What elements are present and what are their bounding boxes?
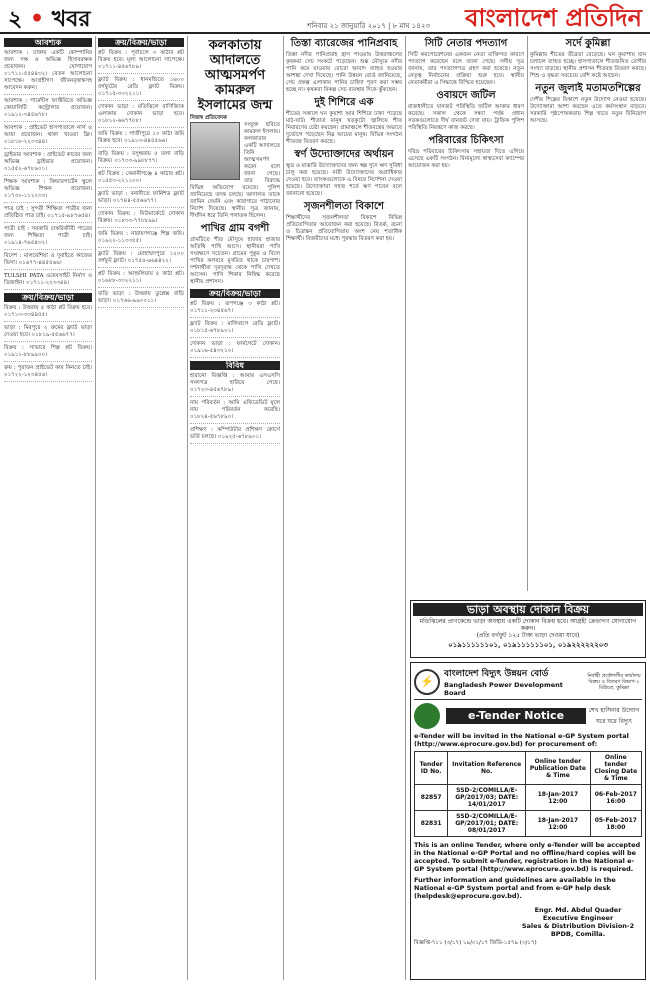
section-heading: ক্রয়/বিক্রয়/ভাড়া: [98, 38, 184, 47]
signature-block: [514, 906, 642, 938]
ad-title: ভাড়া অবস্থায় দোকান বিক্রয়: [413, 603, 643, 616]
headline: পরিবারের চিকিৎসা: [428, 135, 504, 146]
masthead-logo: বাংলাদেশ প্রতিদিন: [465, 3, 642, 32]
classified-list: [4, 50, 92, 290]
ad-note: (প্রতি বর্গফুট ১২৫ টাকা ভাড়া দেওয়া যাবে): [476, 632, 580, 639]
classified-ad: দোকান বিক্রয় : নিউমার্কেটে দোকান বিক্রয়। ০১৮৩৩-৭৭৮৮৯৯।: [98, 211, 184, 228]
classified-ad: পাত্র চাই : সুন্দরী শিক্ষিতা পাত্রীর জন্য প্রতিষ্ঠিত পাত্র চাই। ০১৭১৫-৯৮৭৬৫৪।: [4, 206, 92, 223]
signatory-place: BPDB, Comilla.: [550, 930, 606, 938]
classified-ad: জমি বিক্রয় : গাজীপুরে ১০ কাঠা জমি বিক্রয় হবে। ০১৯১৩-৪৪৫৫৬৬।: [98, 131, 184, 148]
classified-ad: ক্রয় : পুরাতন প্রাইভেট কার কিনতে চাই। ০১৭২২-১২৩৪৫৬।: [4, 365, 92, 382]
news-column-4: [286, 36, 402, 980]
column-rule: [187, 36, 188, 980]
classified-list: [190, 373, 280, 444]
column-rule: [527, 36, 528, 591]
classified-ad: প্লট বিক্রয় : কেরানীগঞ্জে ৪ কাঠার প্লট। ০১৫৫৩-২২১১০০।: [98, 171, 184, 188]
column-rule: [283, 36, 284, 980]
section-heading: ক্রয়/বিক্রয়/ভাড়া: [190, 289, 280, 298]
classified-ad: হারানো বিজ্ঞপ্তি : আমার এসএসসি সনদপত্র হারিয়ে গেছে। ০১৭২৩-৪৫৬৭৮৯।: [190, 373, 280, 397]
classified-column-1: [4, 36, 92, 980]
classified-ad: আবশ্যক : ঢাকায় একটি কোম্পানির জন্য দক্ষ ও অভিজ্ঞ হিসাবরক্ষক প্রয়োজন। যোগাযোগ ০১৭১১-৫৫৪৪৩২। বেতন আলোচনা সাপেক্ষে। আগ্রহীগণ জীবনবৃত্তান্তসহ আবেদন করুন।: [4, 50, 92, 95]
tender-id: 82831: [415, 811, 448, 837]
classified-ad: বাড়ি ভাড়া : উত্তরায় ডুপ্লেক্স বাড়ি ভাড়া। ০১৭৬৬-৯৯০০১১।: [98, 291, 184, 308]
tender-notice: [410, 662, 646, 980]
classified-ad: প্লট বিক্রয় : আশুলিয়ায় ৫ কাঠা প্লট। ০১৬৮৮-৩৩২২১১।: [98, 271, 184, 288]
classified-ad: বিক্রয় : উত্তরায় ৫ কাঠা প্লট বিক্রয় হবে। ০১৭১৩-৩৩৪৪৫৫।: [4, 305, 92, 322]
news-column-6: [530, 36, 646, 591]
article-body: রাজধানীতে যানজট পরিস্থিতি জটিল আকার ধারণ করেছে। সকাল থেকে সন্ধ্যা পর্যন্ত প্রধান সড়কগুলোতে দীর্ঘ যানজট দেখা যায়। ট্রাফিক পুলিশ পরিস্থিতি নিয়ন্ত্রণে কাজ করছে।: [408, 104, 524, 131]
closing-date: 05-Feb-2017 18:00: [590, 811, 641, 837]
portrait-photo: [190, 122, 240, 180]
tender-id: 82857: [415, 785, 448, 811]
article-body: শিক্ষার্থীদের সৃজনশীলতা বিকাশে বিভিন্ন প্রতিযোগিতার আয়োজন করা হয়েছে। বিতর্ক, রচনা ও চিত্রাঙ্কন প্রতিযোগিতায় অংশ নেয় শতাধিক শিক্ষার্থী। বিজয়ীদের মধ্যে পুরস্কার বিতরণ করা হয়।: [286, 215, 402, 242]
section-heading: ক্রয়/বিক্রয়/ভাড়া: [4, 293, 92, 302]
classified-list: [98, 50, 184, 308]
notice-row: [414, 703, 642, 729]
classified-ad: শিক্ষক আবশ্যক : কিন্ডারগার্টেন স্কুলে অভিজ্ঞ শিক্ষক প্রয়োজন। ০১৭৩০-১১২২৩৩।: [4, 179, 92, 203]
tender-footer: Further information and guidelines are available in the National e-GP System portal and from e-GP help desk (helpdesk@eprocure.gov.bd).: [414, 876, 616, 900]
reference-no: SSD-2/COMILLA/E-GP/2017/01; DATE: 08/01/2017: [448, 811, 526, 837]
classified-ad: প্লট বিক্রয় : রূপগঞ্জে ৩ কাঠা প্লট। ০১৭১১-২৩৪৫৬৭।: [190, 301, 280, 318]
table-header: Online tender Closing Date & Time: [590, 752, 641, 785]
tender-table: [414, 751, 642, 837]
classified-ad: দোকান ভাড়া : মতিঝিলে বাণিজ্যিক এলাকায় দোকান ভাড়া হবে। ০১৮১২-৬৬৭৭৮৮।: [98, 104, 184, 128]
org-name-bn: বাংলাদেশ বিদ্যুৎ উন্নয়ন বোর্ড: [444, 669, 549, 679]
signatory-name: Engr. Md. Abdul Quader: [534, 906, 622, 914]
bpdb-logo-icon: ⚡: [414, 669, 440, 695]
org-names: [444, 666, 586, 697]
headline: সৃজনশীলতা বিকাশে: [304, 201, 384, 212]
classified-ad: প্লট বিক্রয় : পূর্বাচলে ৩ কাঠার প্লট বিক্রয় হবে। মূল্য আলোচনা সাপেক্ষে। ০১৭১১-৪৫৬৭৮৯।: [98, 50, 184, 74]
byline: নিজস্ব প্রতিবেদক: [190, 115, 227, 121]
table-header: Invitation Reference No.: [448, 752, 526, 785]
classified-ad: আবশ্যক : গার্মেন্টস ফ্যাক্টরিতে অভিজ্ঞ কোয়ালিটি কন্ট্রোলার প্রয়োজন। ০১৯১২-৩৪৫৬৭৮।: [4, 98, 92, 122]
classified-ad: নাম পরিবর্তন : আমি এফিডেভিট মূলে নাম পরিবর্তন করেছি। ০১৮২৪-৫৬৭৮৯০।: [190, 400, 280, 424]
classified-list: [190, 301, 280, 358]
classified-ad: আবশ্যক : প্রাইভেট হাসপাতালে নার্স ও আয়া প্রয়োজন। থাকা খাওয়া ফ্রি। ০১৮১৮-২২৩৩৪৪।: [4, 125, 92, 149]
table-row: [415, 785, 642, 811]
table-header-row: [415, 752, 642, 785]
slogan: শেখ হাসিনার উদ্যোগ ঘরে ঘরে বিদ্যুৎ: [588, 707, 640, 725]
news-column-3: [190, 36, 280, 980]
tender-intro: e-Tender will be invited in the National e-GP System portal (http://www.eprocure.gov.bd) for procurement of:: [414, 732, 629, 748]
tender-footer: This is an online Tender, where only e-Tender will be accepted in the National e-GP Portal and no offline/hard copies will be accepted. To submit e-Tender, registration in the National e-GP System portal (http://www.eprocure.gov.bd) is required.: [414, 841, 641, 873]
article-body: দরিদ্র পরিবারের চিকিৎসায় সহায়তা দিতে এগিয়ে এসেছে একটি সংগঠন। বিনামূল্যে স্বাস্থ্যসেবা ক্যাম্পের আয়োজন করা হয়।: [408, 149, 524, 169]
ad-phones: ০১৯১১১১১১০১, ০১৯১১১১১১০১, ০১৯২২২২২২০৩: [448, 640, 608, 649]
headline: তিস্তা ব্যারেজের পানিপ্রবাহ: [290, 38, 398, 49]
classified-ad: বিক্রয় : সাভারে শিল্প প্লট বিক্রয়। ০১৯১১-৮৮৯৯০০।: [4, 345, 92, 362]
dot-separator: •: [29, 6, 45, 32]
article-body: ক্ষুদ্র ও মাঝারি উদ্যোক্তাদের জন্য স্বল্প সুদে ঋণ সুবিধা চালু করা হয়েছে। নারী উদ্যোক্তাদের অগ্রাধিকার দেওয়া হবে। ব্যাংকগুলোকে এ বিষয়ে নির্দেশনা দেওয়া হয়েছে। উদ্যোক্তারা সহজ শর্তে ঋণ পাবেন বলে জানানো হয়েছে।: [286, 163, 402, 197]
notice-title: e-Tender Notice: [446, 708, 586, 724]
section-name: খবর: [51, 6, 91, 32]
classified-ad: জমি বিক্রয় : নারায়ণগঞ্জে শিল্প জমি। ০১৯২২-১১৩৩৫৫।: [98, 231, 184, 248]
headline: সর্দে কুমিল্লা: [565, 38, 611, 49]
section-heading: আবশ্যক: [4, 38, 92, 47]
classified-column-2: [98, 36, 184, 980]
office-name: নির্বাহী প্রকৌশলীর কার্যালয় বিক্রয় ও বিতরণ বিভাগ-২ বিউবো, কুমিল্লা: [587, 672, 641, 691]
signatory-title: Executive Engineer: [542, 914, 614, 922]
headline: নতুন জুলাই মতামতশিল্পের: [535, 83, 641, 94]
classified-ad: দোকান ভাড়া : ফার্মগেটে দোকান। ০১৯১৬-৫৪৩২১০।: [190, 341, 280, 358]
column-rule: [405, 36, 406, 980]
closing-date: 06-Feb-2017 16:00: [590, 785, 641, 811]
article-body: কুমিল্লায় শীতের তীব্রতা বেড়েছে। ঘন কুয়াশায় যান চলাচল ব্যাহত হচ্ছে। হাসপাতালে শীতজনিত রোগীর সংখ্যা বাড়ছে। স্থানীয় প্রশাসন শীতবস্ত্র বিতরণ করছে। শিশু ও বৃদ্ধরা সবচেয়ে বেশি কষ্টে আছেন।: [530, 52, 646, 79]
article-body: দেশীয় শিল্পের বিকাশে নতুন উদ্যোগ নেওয়া হয়েছে। উদ্যোক্তারা আশা করছেন এতে কর্মসংস্থান বাড়বে। সরকারি পৃষ্ঠপোষকতায় শিল্প খাতে নতুন বিনিয়োগ আসছে।: [530, 97, 646, 124]
classified-ad: ড্রাইভার আবশ্যক : প্রাইভেট কারের জন্য অভিজ্ঞ ড্রাইভার প্রয়োজন। ০১৫৫২-৬৭৮৯০১।: [4, 152, 92, 176]
article-body: তিস্তা নদীর পানিপ্রবাহ হ্রাস পাওয়ায় উত্তরাঞ্চলের কৃষকরা সেচ সংকটে পড়েছেন। শুষ্ক মৌসুমে নদীর পানি কমে যাওয়ায় বোরো আবাদ ব্যাহত হওয়ার আশঙ্কা দেখা দিয়েছে। পানি উন্নয়ন বোর্ড জানিয়েছে, সেচ প্রকল্প এলাকায় পানির চাহিদা পূরণ করা সম্ভব হচ্ছে না। কৃষকরা বিকল্প সেচ ব্যবস্থার দিকে ঝুঁকছেন।: [286, 52, 402, 93]
headline: পাখির গ্রাম বগশী: [200, 223, 270, 234]
table-row: [415, 811, 642, 837]
headline: সিটি নেতার পদত্যাগ: [424, 38, 508, 49]
classified-ad: ফ্ল্যাট ভাড়া : বনানীতে ফার্নিশড ফ্ল্যাট ভাড়া। ০১৭৪৪-৫৫৬৬৭৭।: [98, 191, 184, 208]
classified-ad: ফ্ল্যাট বিক্রয় : মোহাম্মদপুরে ১২০০ বর্গফুট ফ্ল্যাট। ০১৭৫৫-৬৬৪৪২২।: [98, 251, 184, 268]
classified-ad: ফ্ল্যাট বিক্রয় : মালিবাগে রেডি ফ্ল্যাট। ০১৮১৫-৬৭৮৯০১।: [190, 321, 280, 338]
notice-reference: বিজ্ঞপ্তি-৭১১ (৩/১৭) ১৯/০১/১৭ জিডি-১৫৭৯ (৩/১৭): [414, 940, 537, 946]
dateline: শনিবার ২১ জানুয়ারি ২০১৭ | ৮ মাঘ ১৪২৩: [307, 22, 430, 30]
article-body: সিটি করপোরেশনের একজন নেতা ব্যক্তিগত কারণে পদত্যাগ করেছেন বলে জানা গেছে। দলীয় সূত্র জানায়, তার পদত্যাগপত্র গ্রহণ করা হয়েছে। নতুন নেতৃত্ব নির্বাচনের প্রক্রিয়া শুরু হবে। স্থানীয় নেতাকর্মীরা এ সিদ্ধান্তে বিস্মিত হয়েছেন।: [408, 52, 524, 86]
classified-ad: প্রশিক্ষণ : কম্পিউটার প্রশিক্ষণ কোর্সে ভর্তি চলছে। ০১৯২৫-৬৭৮৯০১।: [190, 427, 280, 444]
article-body: শীতের সকালে ঘন কুয়াশা আর শিশিরে ঢাকা পড়েছে মাঠ-ঘাট। শীতার্ত মানুষ খড়কুটো জ্বালিয়ে শীত নিবারণের চেষ্টা করছেন। গ্রামাঞ্চলে শীতবস্ত্রের অভাবে দুর্ভোগে পড়েছেন নিম্ন আয়ের মানুষ। বিভিন্ন সংগঠন শীতবস্ত্র বিতরণ করছে।: [286, 111, 402, 145]
column-rule: [95, 36, 96, 980]
org-name-en: Bangladesh Power Development Board: [444, 681, 563, 697]
classified-ad: বিদেশ : মালয়েশিয়া ও দুবাইতে কাজের ভিসা। ০১৬৭৭-৪৪৫৫৬৬।: [4, 253, 92, 270]
headline: ওবায়দে জটিল: [436, 90, 496, 101]
page-number: [8, 2, 91, 39]
reference-no: SSD-2/COMILLA/E-GP/2017/03; DATE: 14/01/2017: [448, 785, 526, 811]
article-body: সংযুক্ত ছবিতে কামরুল ইসলাম। কলকাতার একটি আদালতে তিনি আত্মসমর্পণ করেন বলে জানা গেছে। তার বিরুদ্ধে বিভিন্ন অভিযোগ রয়েছে। পুলিশ জানিয়েছে তদন্ত চলছে। আদালত তাকে জামিন দেয়নি এবং কারাগারে পাঠানোর নির্দেশ দিয়েছে। স্থানীয় সূত্র জানায়, দীর্ঘদিন ধরে তিনি পলাতক ছিলেন।: [190, 122, 280, 219]
classified-list: [4, 305, 92, 382]
page-header: [0, 0, 650, 34]
publication-date: 18-Jan-2017 12:00: [526, 785, 591, 811]
table-header: Online tender Publication Date & Time: [526, 752, 591, 785]
table-header: Tender ID No.: [415, 752, 448, 785]
page-number-value: ২: [8, 6, 23, 32]
classified-ad: পাত্রী চাই : সরকারি চাকরিজীবী পাত্রের জন্য শিক্ষিতা পাত্রী চাই। ০১৯১৪-৭৬৫৪৩২।: [4, 226, 92, 250]
headline: স্বর্ণ উদ্যোক্তাদের অর্থায়ন: [294, 149, 394, 160]
ad-body: মতিঝিলের প্রাণকেন্দ্রে ভাড়া অবস্থায় একটি দোকান বিক্রয় হবে। আগ্রহী ক্রেতাগণ যোগাযোগ করুন।: [419, 618, 637, 632]
classified-ad: ভাড়া : মিরপুরে ২ রুমের ফ্ল্যাট ভাড়া দেওয়া হবে। ০১৮১৯-৫৫৬৬৭৭।: [4, 325, 92, 342]
classified-ad: TULSHI PATA ওয়েবসাইট নির্মাণ ও ডিজাইন। ০১৭১১-২২৩৩৪৪।: [4, 273, 92, 290]
shop-sale-ad: [410, 600, 646, 658]
headline: দুই শিশিরে এক: [314, 97, 374, 108]
publication-date: 18-Jan-2017 12:00: [526, 811, 591, 837]
tender-header: [414, 666, 642, 700]
classified-ad: ফ্ল্যাট বিক্রয় : ধানমন্ডিতে ১৬০০ বর্গফুটের রেডি ফ্ল্যাট বিক্রয়। ০১৭১৫-৩৩২২১১।: [98, 77, 184, 101]
national-emblem-icon: [414, 703, 440, 729]
headline: কলকাতায় আদালতে আত্মসমর্পণ কামরুল ইসলামের জন্ম: [197, 38, 273, 113]
signatory-division: Sales & Distribution Division-2: [521, 922, 635, 930]
section-heading: বিবিধ: [190, 361, 280, 370]
news-column-5: [408, 36, 524, 606]
article-body: গ্রামটিতে শীত মৌসুমে হাজার হাজার অতিথি পাখি আসে। স্থানীয়রা পাখি সংরক্ষণে সচেতন। গ্রামের পুকুর ও বিলে পাখির কলরবে মুখরিত থাকে চারপাশ। দর্শনার্থীরা দূরদূরান্ত থেকে পাখি দেখতে আসেন। পাখি শিকার নিষিদ্ধ করেছে স্থানীয় প্রশাসন।: [190, 237, 280, 285]
classified-ad: বাড়ি বিক্রয় : বসুন্ধরায় ৫ তলা বাড়ি বিক্রয়। ০১৭৩৩-৯৯৮৮৭৭।: [98, 151, 184, 168]
